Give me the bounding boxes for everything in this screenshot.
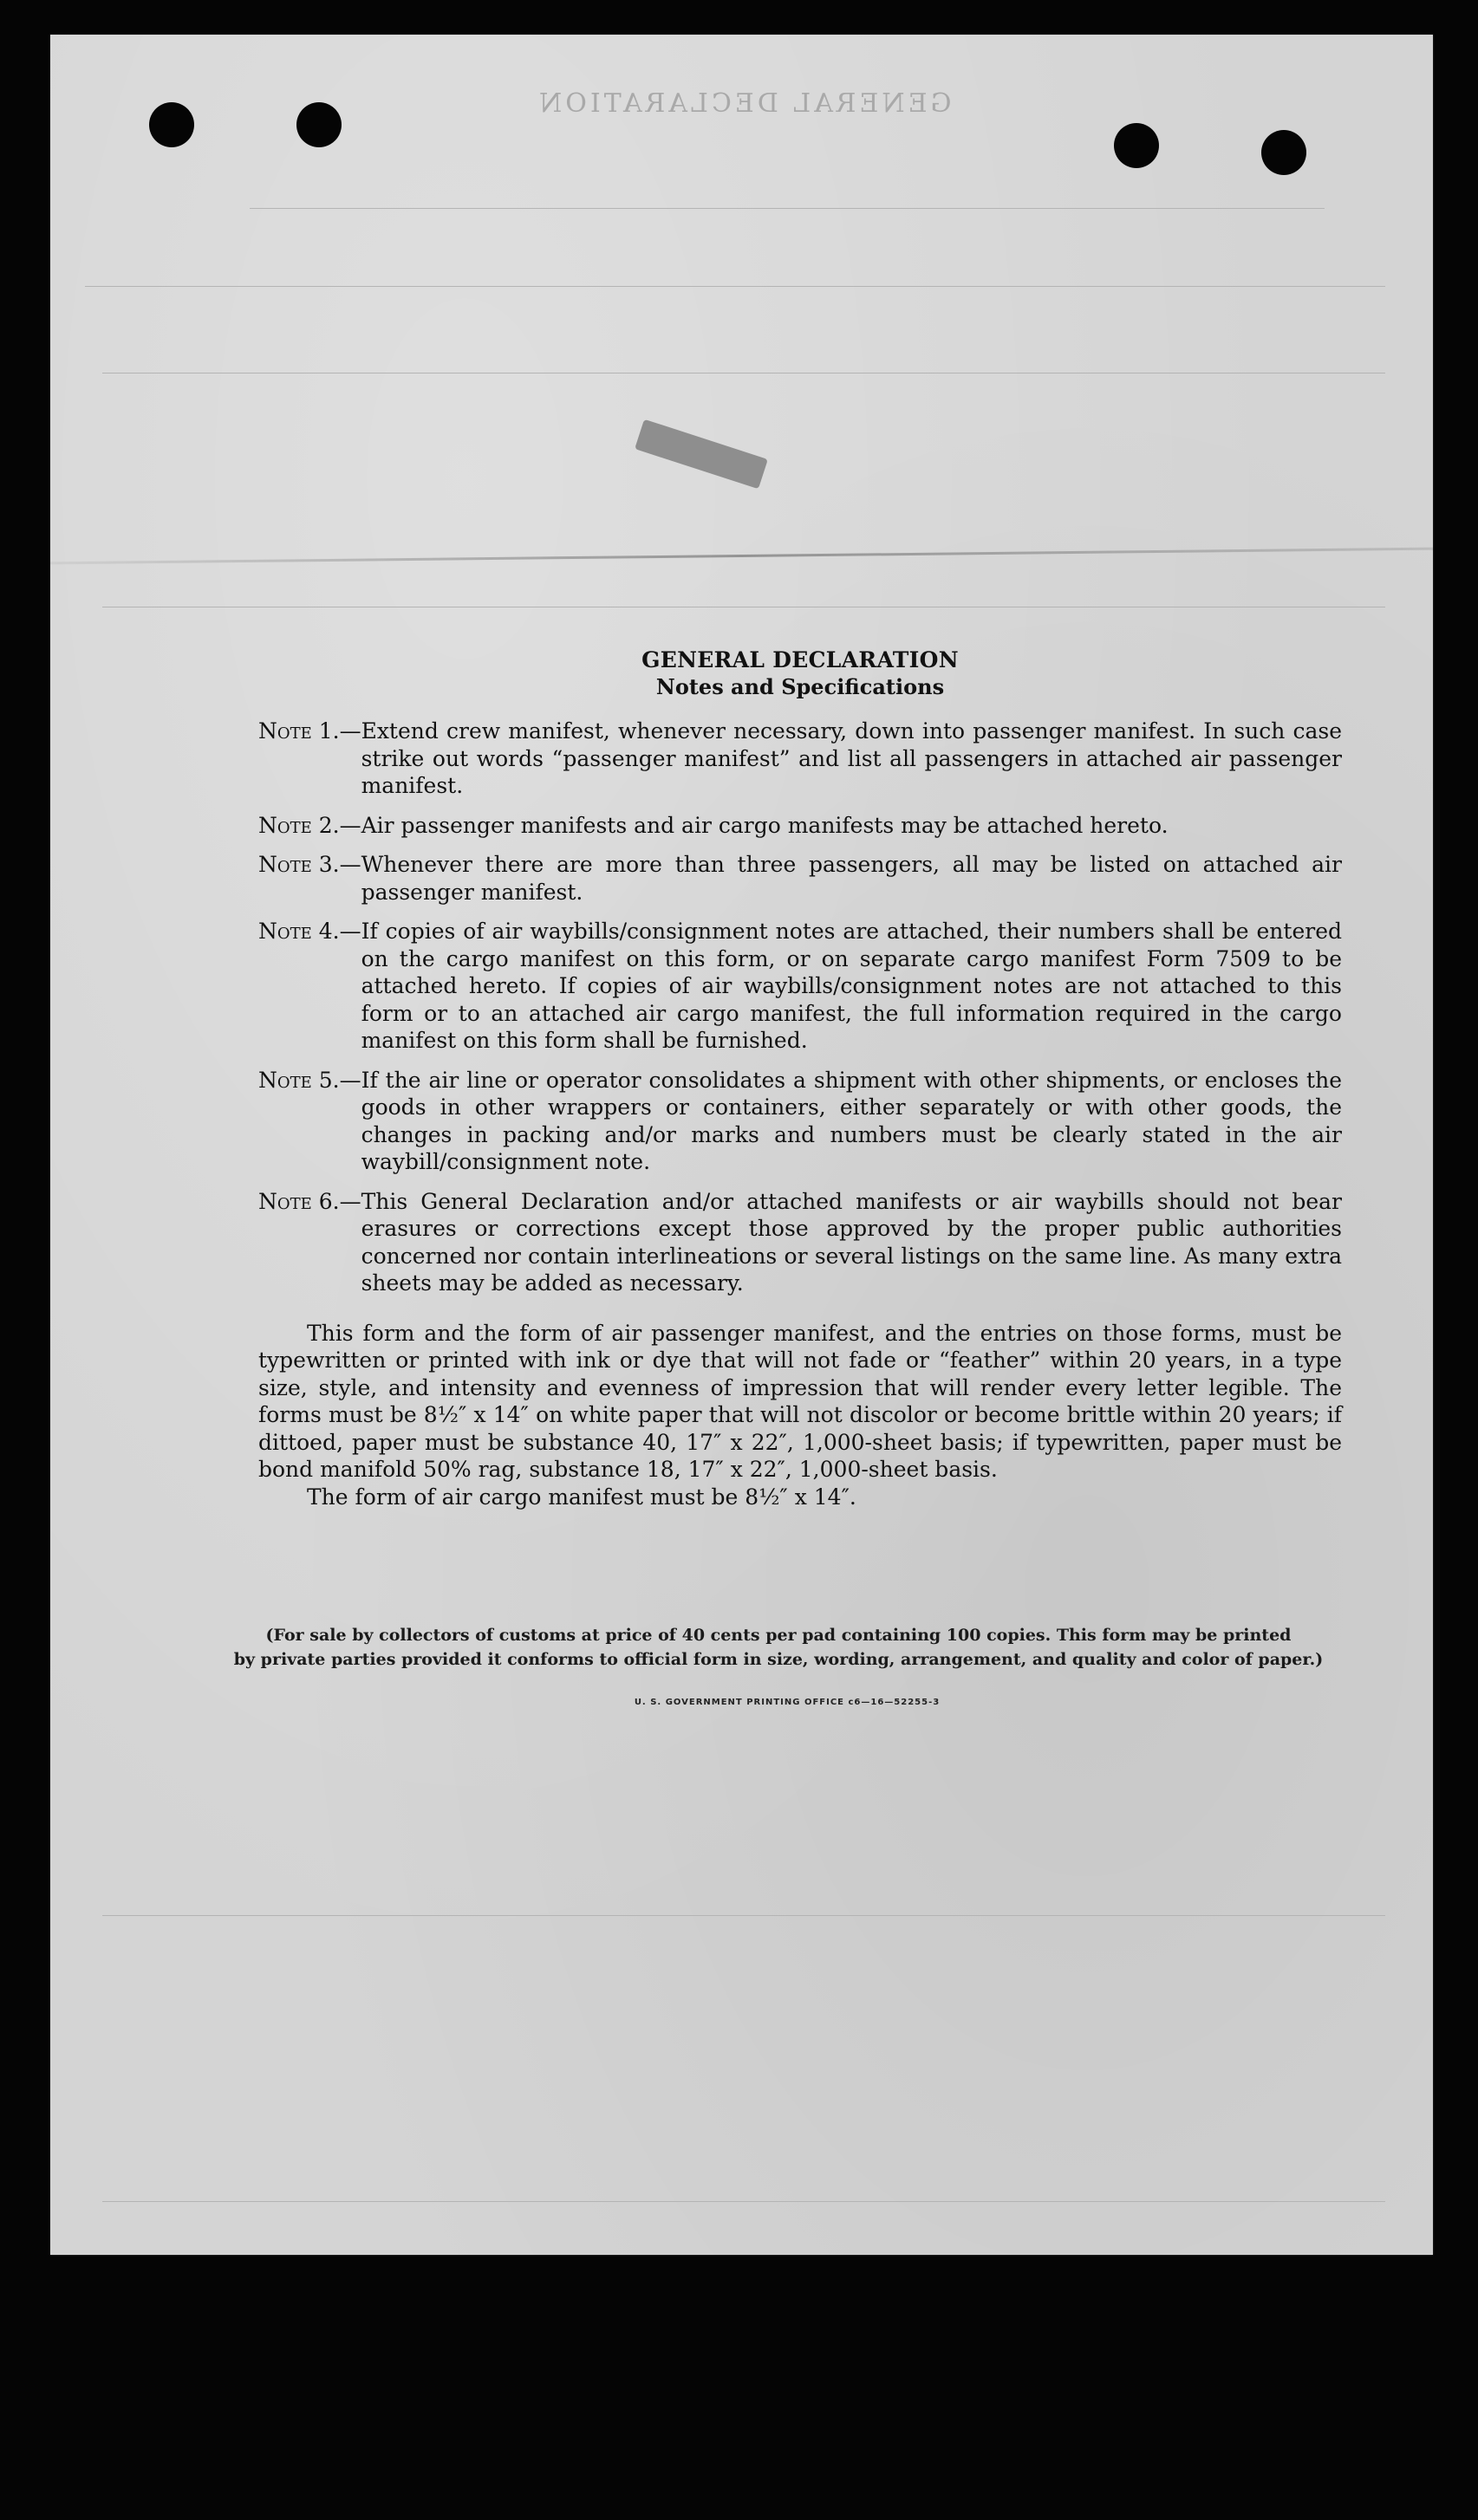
note-2 (258, 812, 1342, 840)
note-text: This General Declaration and/or attached manifests or air waybills should not bear erasures or corrections except those approved by the proper public authorities concerned nor contain interlineations or several listings on the same line. As many extra sheets may be added as necessary. (361, 1188, 1342, 1296)
punch-hole-3 (1114, 123, 1159, 168)
document-page (50, 35, 1433, 2255)
punch-hole-4 (1261, 130, 1306, 175)
stamp-mark (635, 419, 768, 490)
note-5 (258, 1067, 1342, 1176)
note-label: Note 1. (258, 718, 340, 744)
note-text: If the air line or operator consolidates a shipment with other shipments, or encloses the goods in other wrappers or containers, either separately or with other goods, the changes in packing and/or marks and numbers must be clearly stated in the air waybill/consignment note. (361, 1067, 1342, 1174)
punch-hole-1 (149, 102, 194, 147)
note-dash: — (339, 812, 361, 838)
printer-line: U. S. GOVERNMENT PRINTING OFFICE c6—16—52255-3 (634, 1698, 941, 1707)
sale-notice-line-2: by private parties provided it conforms to official form in size, wording, arrangement, and quality and color of paper.) (233, 1650, 1324, 1669)
punch-hole-2 (296, 102, 342, 147)
note-label: Note 3. (258, 852, 340, 877)
note-text: Extend crew manifest, whenever necessary, down into passenger manifest. In such case strike out words “passenger manifest” and list all passengers in attached air passenger manifest. (361, 718, 1342, 798)
note-label: Note 6. (258, 1188, 340, 1214)
note-dash: — (339, 1067, 361, 1093)
note-dash: — (339, 919, 361, 944)
sale-notice-line-1: (For sale by collectors of customs at price of 40 cents per pad containing 100 copies. This form may be printed (265, 1626, 1292, 1645)
note-dash: — (339, 852, 361, 877)
bleed-through-rule (250, 208, 1325, 209)
note-text: If copies of air waybills/consignment notes are attached, their numbers shall be entered on the cargo manifest on this form, or on separate cargo manifest Form 7509 to be attached hereto. If copies of air waybills/consignment notes are not attached to this form or to an attached air cargo manifest, the full information required in the cargo manifest on this form shall be furnished. (361, 919, 1342, 1053)
note-4 (258, 918, 1342, 1055)
note-label: Note 4. (258, 919, 340, 944)
bleed-through-header: GENERAL DECLARATION (536, 88, 952, 119)
note-dash: — (339, 1188, 361, 1214)
note-6 (258, 1188, 1342, 1297)
note-text: Air passenger manifests and air cargo manifests may be attached hereto. (361, 812, 1169, 838)
note-label: Note 2. (258, 812, 340, 838)
specifications-paragraph: This form and the form of air passenger manifest, and the entries on those forms, must be typewritten or printed with ink or dye that will not fade or “feather” within 20 years, in a type size, style, and intensity and evenness of impression that will render every letter legible. The forms must be 8½″ x 14″ on white paper that will not discolor or become brittle within 20 years; if dittoed, paper must be substance 40, 17″ x 22″, 1,000-sheet basis; if typewritten, paper must be bond manifold 50% rag, substance 18, 17″ x 22″, 1,000-sheet basis. (258, 1320, 1342, 1482)
bleed-through-rule (102, 1915, 1385, 1916)
fold-crease (50, 548, 1433, 565)
note-3 (258, 851, 1342, 906)
bleed-through-rule (85, 286, 1385, 287)
sale-notice (215, 1623, 1342, 1672)
document-title: GENERAL DECLARATION (641, 647, 959, 672)
notes-section (258, 646, 1342, 1510)
cargo-manifest-size: The form of air cargo manifest must be 8½″ x 14″. (307, 1484, 856, 1510)
document-subtitle: Notes and Specifications (655, 674, 945, 699)
note-label: Note 5. (258, 1067, 340, 1093)
note-text: Whenever there are more than three passengers, all may be listed on attached air passenger manifest. (361, 852, 1342, 905)
bleed-through-rule (102, 2201, 1385, 2202)
note-1 (258, 718, 1342, 800)
note-dash: — (339, 718, 361, 744)
